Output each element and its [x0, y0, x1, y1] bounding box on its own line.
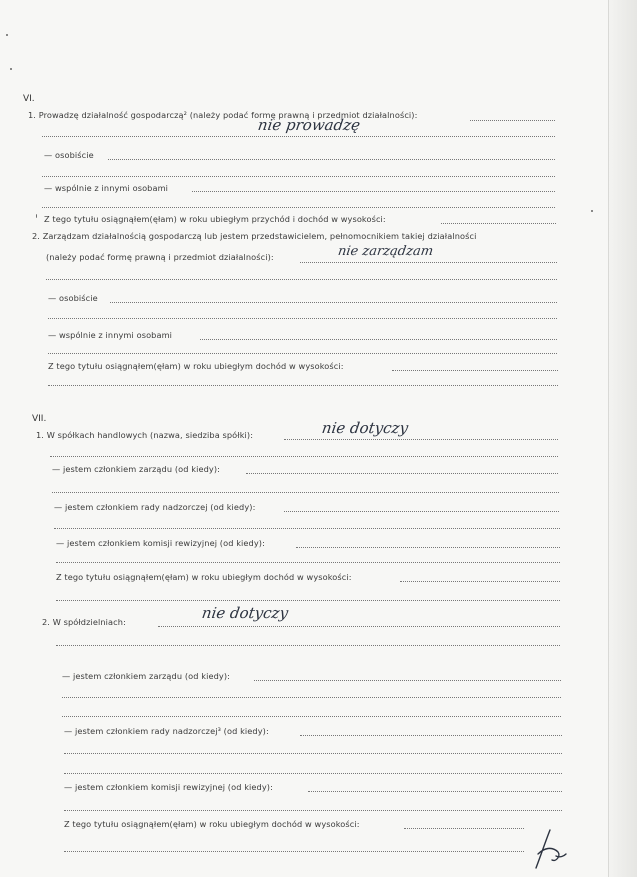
- fill-line: [48, 353, 557, 354]
- fill-line: [56, 645, 560, 646]
- fill-line: [42, 176, 555, 177]
- fill-line: [48, 385, 558, 386]
- fill-line: [400, 581, 560, 582]
- fill-line: [64, 753, 562, 754]
- fill-line: [404, 828, 524, 829]
- vii-item2-label: 2. W spółdzielniach:: [42, 617, 126, 627]
- fill-line: [300, 735, 562, 736]
- section-vi-heading: VI.: [23, 94, 35, 104]
- fill-line: [56, 600, 560, 601]
- fill-line: [300, 262, 557, 263]
- vii-item1-income: Z tego tytułu osiągnąłem(ęłam) w roku ubiegłym dochód w wysokości:: [56, 572, 352, 582]
- fill-line: [254, 680, 561, 681]
- vii-item1-supervisory: — jestem członkiem rady nadzorczej (od kiedy):: [54, 502, 256, 512]
- fill-line: [192, 191, 555, 192]
- fill-line: [42, 136, 555, 137]
- fill-line: [441, 223, 556, 224]
- fill-line: [108, 159, 555, 160]
- scan-speck: [6, 34, 8, 36]
- vi-item2-joint: — wspólnie z innymi osobami: [48, 330, 173, 340]
- vii-item2-board: — jestem członkiem zarządu (od kiedy):: [62, 671, 230, 681]
- signature-mark: [528, 826, 568, 872]
- scan-speck: [36, 214, 37, 218]
- scan-speck: [10, 68, 12, 70]
- fill-line: [64, 851, 524, 852]
- scan-speck: [591, 210, 593, 212]
- fill-line: [52, 492, 559, 493]
- vi-item2-label-line2: (należy podać formę prawną i przedmiot działalności):: [46, 252, 274, 262]
- fill-line: [64, 773, 562, 774]
- fill-line: [64, 810, 562, 811]
- fill-line: [158, 626, 560, 627]
- vii-item2-answer: nie dotyczy: [200, 604, 290, 622]
- vi-item1-income: Z tego tytułu osiągnąłem(ęłam) w roku ubiegłym przychód i dochód w wysokości:: [44, 214, 386, 224]
- vi-item2-income: Z tego tytułu osiągnąłem(ęłam) w roku ubiegłym dochód w wysokości:: [48, 361, 344, 371]
- fill-line: [110, 302, 557, 303]
- fill-line: [62, 697, 561, 698]
- fill-line: [246, 473, 558, 474]
- fill-line: [56, 562, 560, 563]
- vii-item2-audit: — jestem członkiem komisji rewizyjnej (od kiedy):: [64, 782, 273, 792]
- vii-item1-board: — jestem członkiem zarządu (od kiedy):: [52, 464, 220, 474]
- fill-line: [42, 207, 555, 208]
- vi-item1-joint: — wspólnie z innymi osobami: [44, 183, 169, 193]
- vi-item1-personal: — osobiście: [44, 150, 94, 160]
- vi-item1-label: 1. Prowadzę działalność gospodarczą² (należy podać formę prawną i przedmiot działalności):: [28, 110, 418, 120]
- fill-line: [296, 547, 560, 548]
- fill-line: [392, 370, 558, 371]
- vii-item1-answer: nie dotyczy: [320, 419, 410, 437]
- vii-item1-label: 1. W spółkach handlowych (nazwa, siedziba spółki):: [36, 430, 254, 440]
- fill-line: [48, 318, 557, 319]
- vii-item2-income: Z tego tytułu osiągnąłem(ęłam) w roku ubiegłym dochód w wysokości:: [64, 819, 360, 829]
- vi-item2-answer: nie zarządzam: [336, 244, 435, 259]
- vii-item2-supervisory: — jestem członkiem rady nadzorczej³ (od kiedy):: [64, 726, 269, 736]
- fill-line: [62, 716, 561, 717]
- paper-edge: [608, 0, 637, 877]
- section-vii-heading: VII.: [32, 414, 47, 424]
- fill-line: [284, 439, 558, 440]
- fill-line: [54, 528, 560, 529]
- fill-line: [50, 456, 558, 457]
- fill-line: [308, 791, 562, 792]
- vi-item1-answer: nie prowadzę: [256, 116, 362, 134]
- vii-item1-audit: — jestem członkiem komisji rewizyjnej (od kiedy):: [56, 538, 265, 548]
- fill-line: [46, 279, 557, 280]
- fill-line: [200, 339, 557, 340]
- vi-item2-label-line1: 2. Zarządzam działalnością gospodarczą lub jestem przedstawicielem, pełnomocnikiem takiej działalności: [32, 231, 477, 241]
- fill-line: [470, 120, 555, 121]
- fill-line: [284, 511, 559, 512]
- vi-item2-personal: — osobiście: [48, 293, 98, 303]
